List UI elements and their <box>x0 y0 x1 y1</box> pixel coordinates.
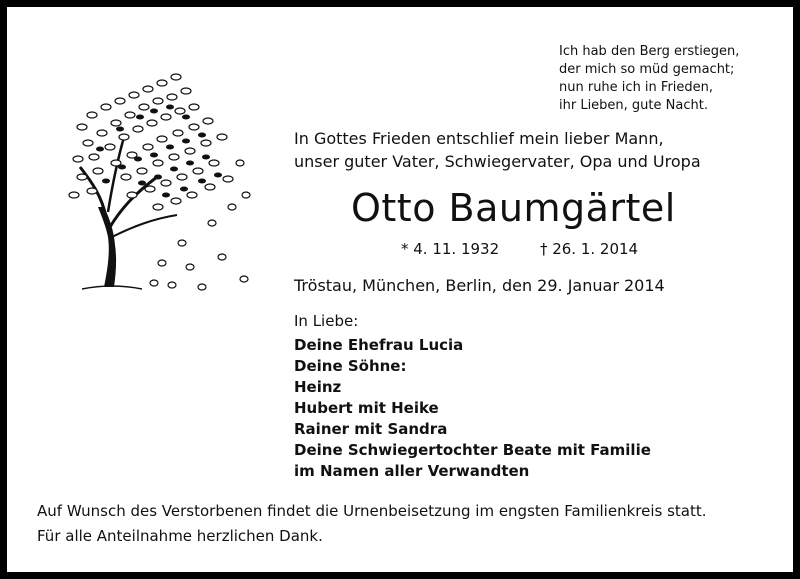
mourner-line: Hubert mit Heike <box>294 399 439 417</box>
life-dates <box>401 239 638 259</box>
footer-line: Auf Wunsch des Verstorbenen findet die Urnenbeisetzung im engsten Familienkreis statt. <box>37 502 707 520</box>
footer-text <box>37 499 707 549</box>
deceased-name: Otto Baumgärtel <box>351 186 676 230</box>
place-date: Tröstau, München, Berlin, den 29. Januar 2014 <box>294 276 665 295</box>
mourner-line: Deine Söhne: <box>294 357 407 375</box>
poem-line: nun ruhe ich in Frieden, <box>559 80 714 95</box>
mourner-line: im Namen aller Verwandten <box>294 462 530 480</box>
mourners-list <box>294 335 651 482</box>
poem-line: der mich so müd gemacht; <box>559 62 735 77</box>
intro-text <box>294 127 701 173</box>
intro-line: In Gottes Frieden entschlief mein lieber Mann, <box>294 129 664 148</box>
mourner-line: Deine Schwiegertochter Beate mit Familie <box>294 441 651 459</box>
mourner-line: Deine Ehefrau Lucia <box>294 336 464 354</box>
death-date: † 26. 1. 2014 <box>539 240 639 258</box>
birth-date: * 4. 11. 1932 <box>401 240 500 258</box>
poem-line: Ich hab den Berg erstiegen, <box>559 44 740 59</box>
footer-line: Für alle Anteilnahme herzlichen Dank. <box>37 527 323 545</box>
love-label: In Liebe: <box>294 312 359 330</box>
windblown-tree-icon <box>62 67 262 307</box>
poem-line: ihr Lieben, gute Nacht. <box>559 98 708 113</box>
mourner-line: Rainer mit Sandra <box>294 420 448 438</box>
mourner-line: Heinz <box>294 378 342 396</box>
poem <box>559 43 739 115</box>
intro-line: unser guter Vater, Schwiegervater, Opa und Uropa <box>294 152 701 171</box>
